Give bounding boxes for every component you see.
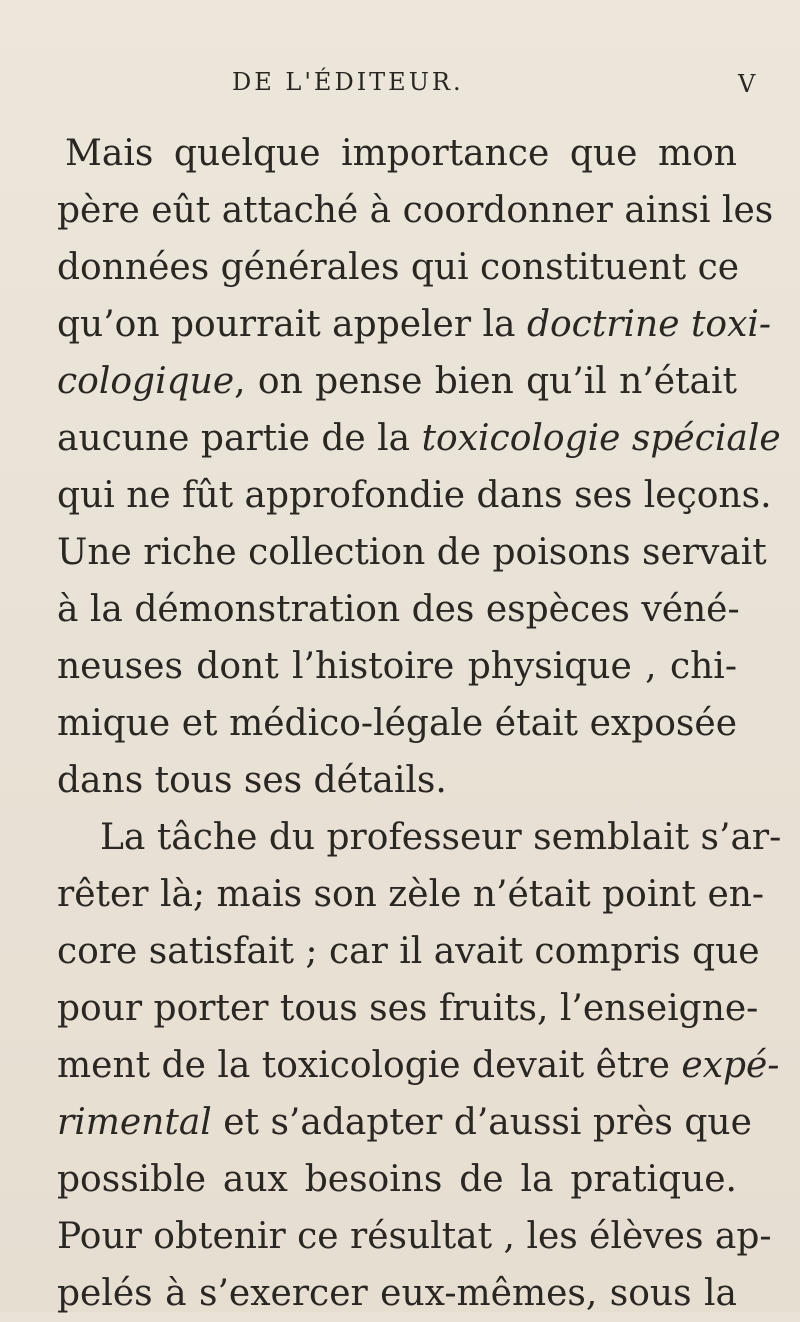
italic-term: rimental (57, 1102, 212, 1143)
text-line: mique et médico-légale était exposée (57, 703, 737, 744)
text-line: aucune partie de la toxicologie spéciale (57, 418, 781, 459)
text-line: à la démonstration des espèces véné- (57, 589, 740, 630)
page-number: V (738, 70, 756, 98)
body-text (57, 125, 782, 1322)
text-line: cologique, on pense bien qu’il n’était (57, 361, 737, 402)
paragraph-start-line: La tâche du professeur semblait s’ar- (100, 817, 782, 858)
text-line: données générales qui constituent ce (57, 247, 740, 288)
running-head (0, 68, 800, 108)
italic-term: doctrine toxi- (526, 304, 772, 345)
text-line: Mais quelque importance que mon (65, 133, 737, 174)
italic-term: toxicologie spéciale (421, 418, 781, 459)
text-line: Une riche collection de poisons servait (57, 532, 767, 573)
running-title: DE L'ÉDITEUR. (232, 68, 464, 96)
italic-term: cologique (57, 361, 235, 402)
text-line: Pour obtenir ce résultat , les élèves ap- (57, 1216, 772, 1257)
text-line: pelés à s’exercer eux-mêmes, sous la (57, 1273, 737, 1314)
text-line: qu’on pourrait appeler la doctrine toxi- (57, 304, 772, 345)
text-line: père eût attaché à coordonner ainsi les (57, 190, 774, 231)
text-line: rimental et s’adapter d’aussi près que (57, 1102, 752, 1143)
text-line: core satisfait ; car il avait compris que (57, 931, 760, 972)
italic-term: expé- (681, 1045, 780, 1086)
text-line: possible aux besoins de la pratique. (57, 1159, 737, 1200)
text-line: ment de la toxicologie devait être expé- (57, 1045, 780, 1086)
text-line: neuses dont l’histoire physique , chi- (57, 646, 737, 687)
text-line: pour porter tous ses fruits, l’enseigne- (57, 988, 759, 1029)
paragraph-end-line: dans tous ses détails. (57, 760, 447, 801)
text-line: rêter là; mais son zèle n’était point en- (57, 874, 765, 915)
paragraph-end-line: qui ne fût approfondie dans ses leçons. (57, 475, 772, 516)
